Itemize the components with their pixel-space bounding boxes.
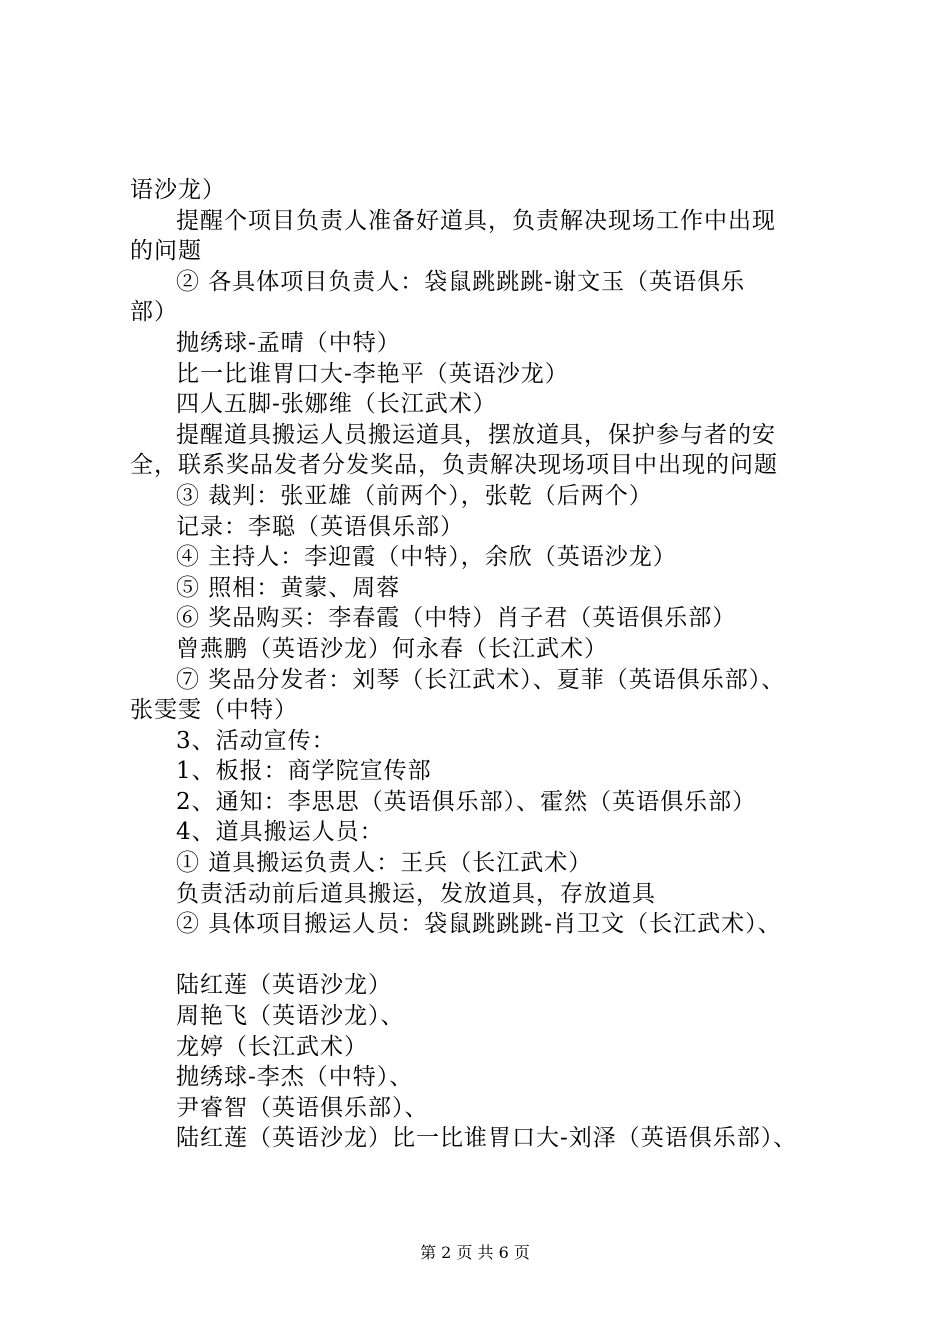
text-line: ④ 主持人：李迎霞（中特），余欣（英语沙龙） [176,544,677,571]
text-line: 记录：李聪（英语俱乐部） [176,513,464,540]
text-line: 4、道具搬运人员： [176,819,384,846]
text-line: 提醒道具搬运人员搬运道具，摆放道具，保护参与者的安 [176,421,776,448]
page-number-footer: 第 2 页 共 6 页 [420,1243,530,1262]
text-line: 抛绣球-孟晴（中特） [176,329,401,356]
text-line: 1、板报：商学院宣传部 [176,758,432,785]
text-line: 陆红莲（英语沙龙）比一比谁胃口大-刘泽（英语俱乐部）、 [176,1125,798,1152]
text-line: 的问题 [130,238,202,265]
document-body [130,175,845,1154]
text-line: 语沙龙） [130,177,226,203]
text-line: ⑦ 奖品分发者：刘琴（长江武术）、夏菲（英语俱乐部）、 [176,666,786,693]
text-line: ② 具体项目搬运人员：袋鼠跳跳跳-肖卫文（长江武术）、 [176,911,782,938]
text-line: 陆红莲（英语沙龙） [176,972,392,999]
text-line: 周艳飞（英语沙龙）、 [176,1003,405,1030]
text-line: ⑤ 照相：黄蒙、周蓉 [176,574,401,601]
text-line: ③ 裁判：张亚雄（前两个），张乾（后两个） [176,482,653,509]
text-line: 曾燕鹏（英语沙龙）何永春（长江武术） [176,635,608,662]
text-line: 全，联系奖品发者分发奖品，负责解决现场项目中出现的问题 [130,452,778,479]
text-line: 四人五脚-张娜维（长江武术） [176,391,497,418]
text-line: ⑥ 奖品购买：李春霞（中特）肖子君（英语俱乐部） [176,605,737,632]
text-line: 比一比谁胃口大-李艳平（英语沙龙） [176,360,569,387]
text-line: 提醒个项目负责人准备好道具，负责解决现场工作中出现 [176,207,776,234]
text-line: ② 各具体项目负责人：袋鼠跳跳跳-谢文玉（英语俱乐 [176,268,746,295]
text-line: 负责活动前后道具搬运，发放道具，存放道具 [176,880,656,907]
text-line: 2、通知：李思思（英语俱乐部）、霍然（英语俱乐部） [176,788,757,815]
text-line: 部） [130,299,178,326]
text-line: ① 道具搬运负责人：王兵（长江武术） [176,850,593,877]
text-line: 3、活动宣传： [176,727,336,754]
text-line: 张雯雯（中特） [130,697,298,724]
text-line: 抛绣球-李杰（中特）、 [176,1064,414,1091]
text-line: 尹睿智（英语俱乐部）、 [176,1094,429,1121]
text-line: 龙婷（长江武术） [176,1033,368,1060]
blank-line [130,940,845,971]
